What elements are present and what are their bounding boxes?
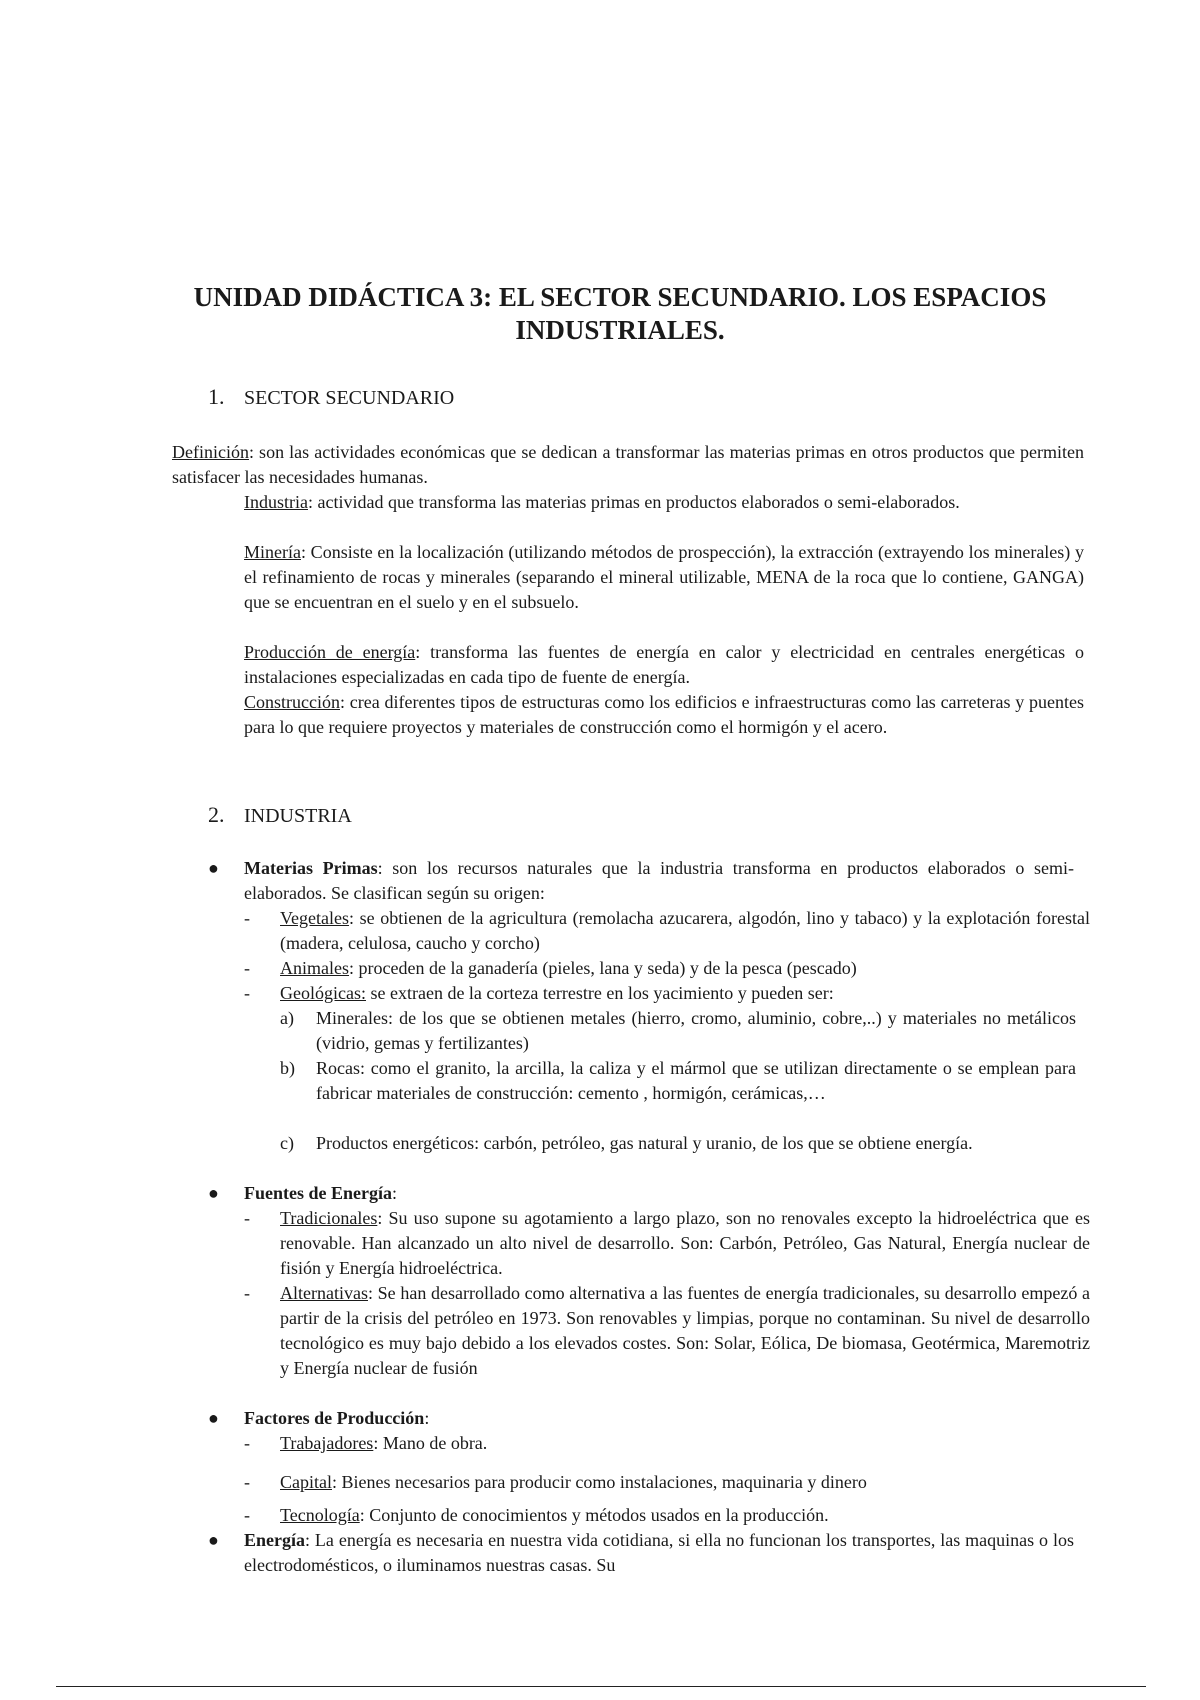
bullet-icon: ● [208,1183,219,1203]
dash-marker: - [244,983,250,1003]
list-letter: b) [280,1058,295,1078]
item-label: Producción de energía [244,642,416,662]
section-2-heading [208,802,352,828]
dash-text: Trabajadores: Mano de obra. [280,1433,488,1453]
section-1-heading [208,384,454,410]
sector-item-industria [244,490,1084,515]
list-text: Rocas: como el granito, la arcilla, la caliza y el mármol que se utilizan directamente o se emplean para fabricar materiales de construcción: cemento , hormigón, cerámicas,… [316,1058,1076,1103]
dash-marker: - [244,1208,250,1228]
dash-text: Tradicionales: Su uso supone su agotamiento a largo plazo, son no renovales excepto la hidroeléctrica que es renovable. Han alcanzado un alto nivel de desarrollo. Son: Carbón, Petróleo, Gas Natural, Energía nuclear de fisión y Energía hidroeléctrica. [280,1208,1090,1278]
page-footer-rule [56,1686,1146,1687]
bullet-text: Factores de Producción: [244,1408,430,1428]
dash-marker: - [244,958,250,978]
item-text: : crea diferentes tipos de estructuras como los edificios e infraestructuras como las carreteras y puentes para lo que requiere proyectos y materiales de construcción como el hormigón y el acero. [244,692,1084,737]
definition-paragraph [172,440,1084,490]
item-label: Minería [244,542,301,562]
dash-text: Animales: proceden de la ganadería (pieles, lana y seda) y de la pesca (pescado) [280,958,857,978]
title-line-2: INDUSTRIALES. [515,315,725,345]
list-letter: a) [280,1008,294,1028]
bullet-icon: ● [208,1408,219,1428]
dash-text: Tecnología: Conjunto de conocimientos y métodos usados en la producción. [280,1505,829,1525]
item-text: : Consiste en la localización (utilizando métodos de prospección), la extracción (extrayendo los minerales) y el refinamiento de rocas y minerales (separando el mineral utilizable, MENA de la roca que lo contiene, GANGA) que se encuentran en el suelo y en el subsuelo. [244,542,1084,612]
bullet-text: Fuentes de Energía: [244,1183,398,1203]
dash-text: Capital: Bienes necesarios para producir como instalaciones, maquinaria y dinero [280,1472,867,1492]
dash-marker: - [244,908,250,928]
dash-marker: - [244,1433,250,1453]
page-title [150,281,1090,347]
list-text: Productos energéticos: carbón, petróleo, gas natural y uranio, de los que se obtiene energía. [316,1133,973,1153]
list-text: Minerales: de los que se obtienen metales (hierro, cromo, aluminio, cobre,..) y materiales no metálicos (vidrio, gemas y fertilizantes) [316,1008,1076,1053]
item-label: Industria [244,492,308,512]
section-number: 2. [208,802,225,827]
definition-text: : son las actividades económicas que se dedican a transformar las materias primas en otros productos que permiten satisfacer las necesidades humanas. [172,442,1084,487]
section-title: INDUSTRIA [244,805,352,827]
list-letter: c) [280,1133,294,1153]
item-label: Construcción [244,692,340,712]
dash-marker: - [244,1283,250,1303]
dash-marker: - [244,1505,250,1525]
dash-text: Alternativas: Se han desarrollado como alternativa a las fuentes de energía tradicionales, su desarrollo empezó a partir de la crisis del petróleo en 1973. Son renovables y limpias, porque no contaminan. Su nivel de desarrollo tecnológico es muy bajo debido a los elevados costes. Son: Solar, Eólica, De biomasa, Geotérmica, Maremotriz y Energía nuclear de fusión [280,1283,1090,1378]
item-text: : transforma las fuentes de energía en calor y electricidad en centrales energéticas o instalaciones especializadas en cada tipo de fuente de energía. [244,642,1084,687]
bullet-text: Energía: La energía es necesaria en nuestra vida cotidiana, si ella no funcionan los transportes, las maquinas o los electrodomésticos, o iluminamos nuestras casas. Su [244,1530,1074,1575]
section-number: 1. [208,384,225,409]
section-title: SECTOR SECUNDARIO [244,387,455,409]
bullet-icon: ● [208,1530,219,1550]
bullet-text: Materias Primas: son los recursos naturales que la industria transforma en productos elaborados o semi-elaborados. Se clasifican según su origen: [244,858,1075,903]
item-text: : actividad que transforma las materias primas en productos elaborados o semi-elaborados. [307,492,960,512]
dash-text: Geológicas: se extraen de la corteza terrestre en los yacimiento y pueden ser: [280,983,834,1003]
title-line-1: UNIDAD DIDÁCTICA 3: EL SECTOR SECUNDARIO. LOS ESPACIOS [193,282,1047,312]
sector-item-produccion-energia [244,640,1084,690]
sector-item-construccion [244,690,1084,740]
definition-label: Definición [172,442,249,462]
bullet-icon: ● [208,858,219,878]
dash-text: Vegetales: se obtienen de la agricultura (remolacha azucarera, algodón, lino y tabaco) y la explotación forestal (madera, celulosa, caucho y corcho) [280,908,1090,953]
sector-item-mineria [244,540,1084,615]
dash-marker: - [244,1472,250,1492]
